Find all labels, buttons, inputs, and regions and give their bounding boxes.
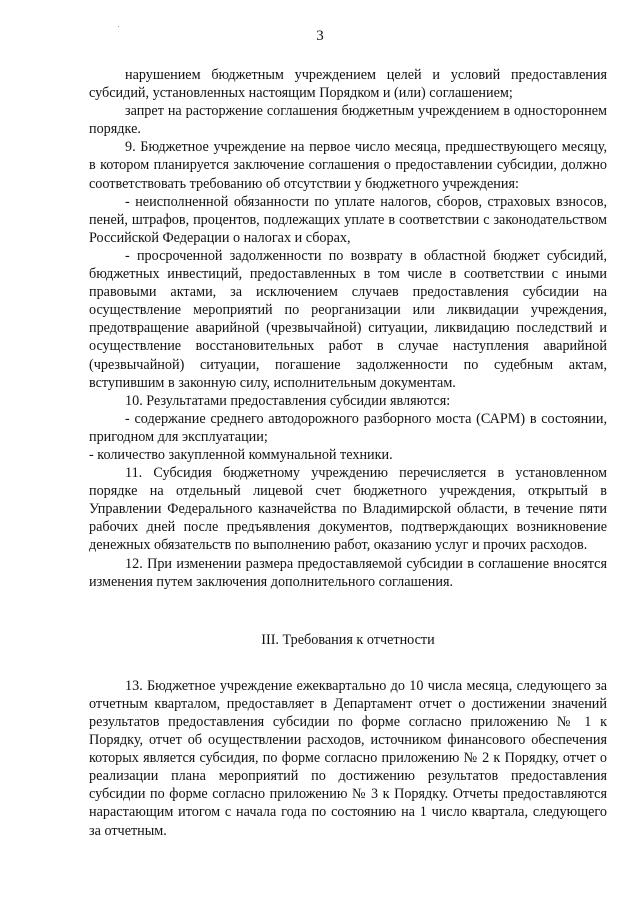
- paragraph-item-12: 12. При изменении размера предоставляемой субсидии в соглашение вносятся изменения путем заключения дополнительного соглашения.: [89, 555, 607, 590]
- document-body: [89, 66, 607, 840]
- paragraph-item-10: 10. Результатами предоставления субсидии являются:: [125, 392, 451, 409]
- paragraph-arrears: - просроченной задолженности по возврату в областной бюджет субсидий, бюджетных инвестиций, предоставленных в том числе в соответствии с иными правовыми актами, за исключением случаев предоставления субсидии на осуществление мероприятий по реорганизации или ликвидации учреждения, предотвращение аварийной (чрезвычайной) ситуации, ликвидацию последствий и осуществление восстановительных работ в случае наступления аварийной (чрезвычайной) ситуации, погашение задолженности по судебным актам, вступившим в законную силу, исполнительным документам.: [89, 247, 607, 391]
- paragraph-violation: нарушением бюджетным учреждением целей и условий предоставления субсидий, установленных настоящим Порядком и (или) соглашением;: [89, 67, 607, 102]
- paragraph-bridge: - содержание среднего автодорожного разборного моста (САРМ) в состоянии, пригодном для эксплуатации;: [89, 410, 607, 445]
- page-number: 3: [316, 28, 324, 44]
- paragraph-equipment: - количество закупленной коммунальной техники.: [89, 446, 393, 463]
- paragraph-taxes: - неисполненной обязанности по уплате налогов, сборов, страховых взносов, пеней, штрафов, процентов, подлежащих уплате в соответствии с законодательством Российской Федерации о налогах и сборах,: [89, 193, 607, 246]
- paragraph-item-9: 9. Бюджетное учреждение на первое число месяца, предшествующего месяцу, в котором планируется заключение соглашения о предоставлении субсидии, должно соответствовать требованию об отсутствии у бюджетного учреждения:: [89, 139, 607, 192]
- paragraph-item-11: 11. Субсидия бюджетному учреждению перечисляется в установленном порядке на отдельный лицевой счет бюджетного учреждения, открытый в Управлении Федерального казначейства по Владимирской области, в течение пяти рабочих дней после предъявления документов, подтверждающих возникновение денежных обязательств по выполнению работ, оказанию услуг и прочих расходов.: [89, 465, 607, 554]
- scan-speck: [118, 26, 119, 27]
- paragraph-termination-ban: запрет на расторжение соглашения бюджетным учреждением в одностороннем порядке.: [89, 103, 607, 138]
- section-title: III. Требования к отчетности: [261, 631, 435, 648]
- paragraph-item-13: 13. Бюджетное учреждение ежеквартально до 10 числа месяца, следующего за отчетным кварталом, предоставляет в Департамент отчет о достижении значений результатов предоставления субсидии по форме согласно приложению № 1 к Порядку, отчет об осуществлении расходов, источником финансового обеспечения которых является субсидия, по форме согласно приложению № 2 к Порядку, отчет о реализации плана мероприятий по достижению результатов предоставления субсидии по форме согласно приложению № 3 к Порядку. Отчеты предоставляются нарастающим итогом с начала года по состоянию на 1 число квартала, следующего за отчетным.: [89, 677, 607, 839]
